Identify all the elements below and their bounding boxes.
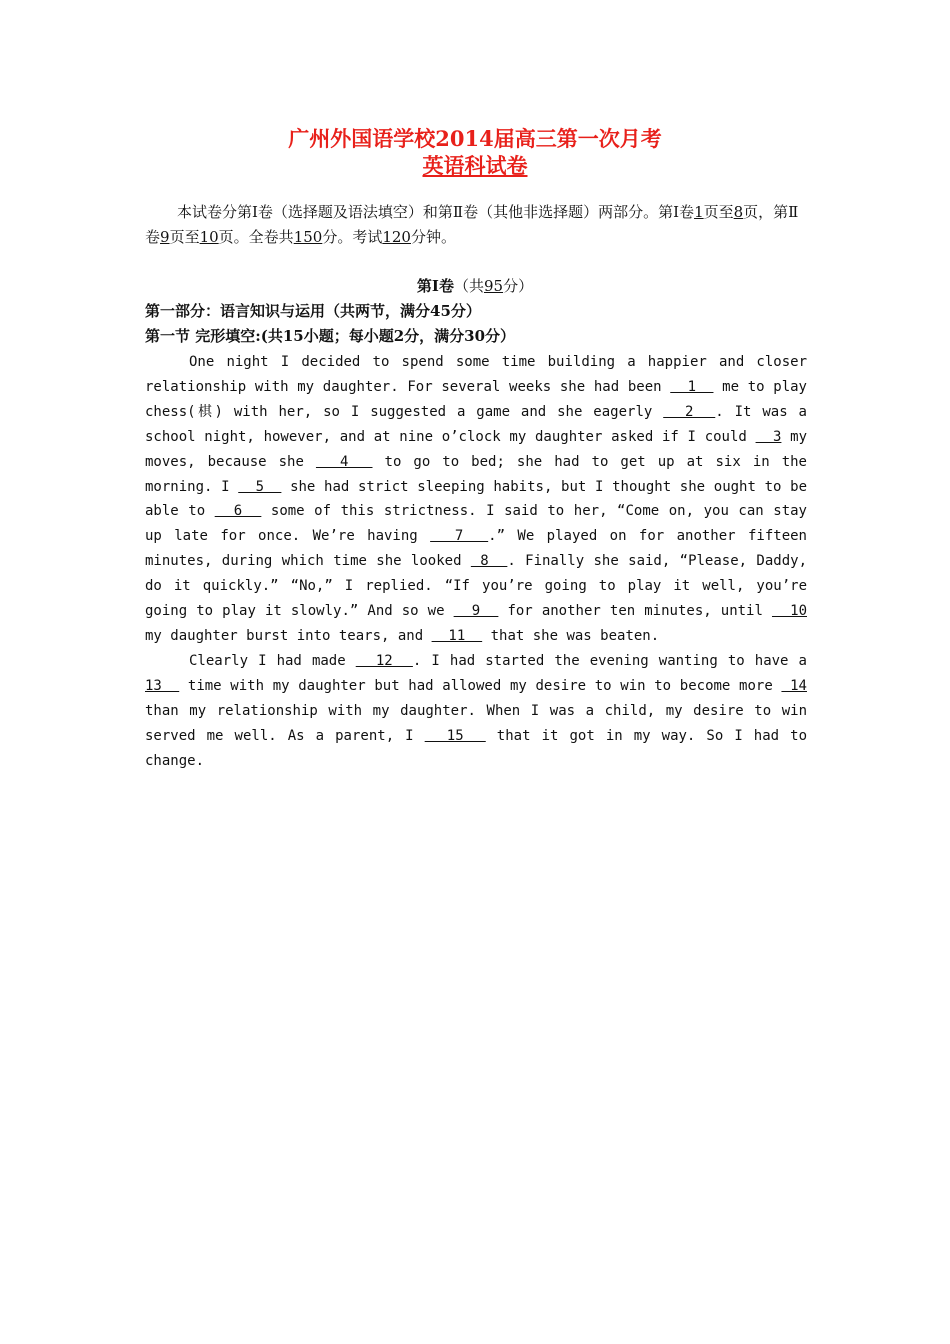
passage-text: Clearly I had made xyxy=(189,652,356,669)
blank-9: 9 xyxy=(453,603,499,620)
passage-text: time with my daughter but had allowed my desire to win to become more xyxy=(179,677,782,694)
blank-2: 2 xyxy=(663,403,716,420)
exam-subtitle xyxy=(0,150,950,180)
passage-text: .” We played on for another fifteen minutes, during which time she looked xyxy=(145,528,807,570)
passage-text: One night I decided to spend some time building a happier and closer relationship with my daughter. For several weeks she had been xyxy=(145,354,807,395)
blank-8: 8 xyxy=(470,553,508,570)
intro-text: 页。全卷共 xyxy=(218,228,294,246)
blank-6: 6 xyxy=(214,503,262,520)
volume-total-prefix: （共 xyxy=(453,277,484,295)
intro-number: 8 xyxy=(733,203,744,221)
exam-title: 广州外国语学校2014届高三第一次月考 xyxy=(288,126,662,151)
passage-paragraph-1 xyxy=(145,350,807,649)
passage-text: that it got in my way. So I had to change. xyxy=(145,727,807,769)
passage-text: my moves, because she xyxy=(145,428,807,470)
passage-text: that she was beaten. xyxy=(482,627,660,644)
intro-text: 分钟。 xyxy=(410,228,456,246)
volume-heading xyxy=(0,275,950,296)
intro-text: 页，第Ⅱ卷 xyxy=(145,203,799,246)
cloze-passage xyxy=(145,350,807,773)
blank-4: 4 xyxy=(315,453,373,470)
blank-10: 10 xyxy=(771,603,807,620)
passage-text: my daughter burst into tears, and xyxy=(145,627,432,644)
exam-subtitle-text: 英语科试卷 xyxy=(422,153,528,178)
blank-14: 14 xyxy=(781,677,807,694)
passage-text: to go to bed; she had to get up at six in the morning. I xyxy=(145,453,807,495)
exam-instructions xyxy=(145,200,807,250)
intro-number: 10 xyxy=(199,228,219,246)
blank-13: 13 xyxy=(145,677,180,694)
passage-paragraph-2 xyxy=(145,649,807,774)
passage-text: . It was a school night, however, and at nine o’clock my daughter asked if I could xyxy=(145,403,807,445)
passage-text: . I had started the evening wanting to have a xyxy=(412,652,807,669)
intro-number: 9 xyxy=(160,228,170,246)
blank-12: 12 xyxy=(355,652,413,669)
blank-3: 3 xyxy=(755,428,782,445)
cloze-section-heading: 第一节 完形填空:(共15小题；每小题2分，满分30分） xyxy=(145,327,516,345)
passage-text: she had strict sleeping habits, but I thought she ought to be able to xyxy=(145,478,807,520)
blank-15: 15 xyxy=(424,727,486,744)
intro-number: 120 xyxy=(382,228,411,246)
passage-text: some of this strictness. I said to her, “Come on, you can stay up late for once. We’re having xyxy=(145,503,807,545)
passage-text: than my relationship with my daughter. When I was a child, my desire to win served me well. As a parent, I xyxy=(145,702,807,744)
blank-11: 11 xyxy=(431,627,483,644)
intro-text: 分。考试 xyxy=(322,228,383,246)
intro-text: 本试卷分第Ⅰ卷（选择题及语法填空）和第Ⅱ卷（其他非选择题）两部分。第Ⅰ卷 xyxy=(177,203,695,221)
intro-text: 页至 xyxy=(169,228,200,246)
blank-5: 5 xyxy=(238,478,282,495)
volume-total-value: 95 xyxy=(483,277,504,295)
volume-label: 第Ⅰ卷 xyxy=(416,277,454,295)
passage-text: . Finally she said, “Please, Daddy, do it quickly.” “No,” I replied. “If you’re going to play it well, you’re going to play it slowly.” And so we xyxy=(145,553,807,620)
passage-text: me to play chess(棋) with her, so I suggested a game and she eagerly xyxy=(145,378,807,420)
passage-text: for another ten minutes, until xyxy=(498,603,772,620)
volume-total-suffix: 分） xyxy=(503,277,534,295)
intro-number: 1 xyxy=(694,203,704,221)
part-one-heading: 第一部分：语言知识与运用（共两节，满分45分） xyxy=(145,302,481,320)
blank-7: 7 xyxy=(430,528,489,545)
blank-1: 1 xyxy=(670,378,714,395)
intro-text: 页至 xyxy=(703,203,734,221)
intro-number: 150 xyxy=(293,228,323,246)
